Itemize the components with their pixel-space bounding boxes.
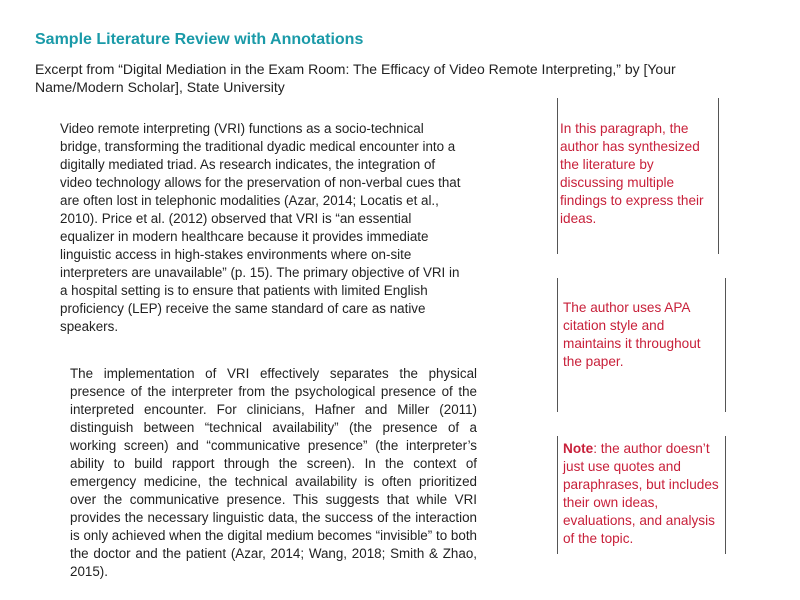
annotation-1-left-rule	[557, 98, 558, 254]
annotation-2-left-rule	[557, 278, 558, 412]
page-title: Sample Literature Review with Annotations	[35, 31, 364, 48]
annotation-3-text: : the author doesn’t just use quotes and paraphrases, but includes their own ideas, evaluations, and analysis of the topic.	[563, 441, 719, 546]
annotation-3-note-label: Note	[563, 441, 594, 456]
annotation-3-right-rule	[725, 436, 726, 554]
annotation-3	[563, 440, 723, 548]
annotation-2-right-rule	[725, 278, 726, 412]
excerpt-citation: Excerpt from “Digital Mediation in the Exam Room: The Efficacy of Video Remote Interpreting,” by [Your Name/Modern Scholar], State University	[35, 61, 676, 95]
annotation-2: The author uses APA citation style and maintains it throughout the paper.	[563, 300, 701, 369]
body-paragraph-2: The implementation of VRI effectively separates the physical presence of the interpreter from the psychological presence of the interpreted encounter. For clinicians, Hafner and Miller (2011) distinguish between “technical availability” (the presence of a working screen) and “communicative presence” (the interpreter’s ability to build rapport through the screen). In the context of emergency medicine, the technical availability is often prioritized over the communicative presence. This suggests that while VRI provides the necessary linguistic data, the success of the interaction is only achieved when the digital medium becomes “invisible” to both the doctor and the patient (Azar, 2014; Wang, 2018; Smith & Zhao, 2015).	[70, 366, 477, 579]
annotation-3-left-rule	[557, 436, 558, 554]
annotation-1: In this paragraph, the author has synthesized the literature by discussing multiple findings to express their ideas.	[560, 121, 704, 226]
body-paragraph-1: Video remote interpreting (VRI) functions as a socio-technical bridge, transforming the traditional dyadic medical encounter into a digitally mediated triad. As research indicates, the integration of video technology allows for the preservation of non-verbal cues that are often lost in telephonic modalities (Azar, 2014; Locatis et al., 2010). Price et al. (2012) observed that VRI is “an essential equalizer in modern healthcare because it provides immediate linguistic access in high-stakes environments where on-site interpreters are unavailable” (p. 15). The primary objective of VRI in a hospital setting is to ensure that patients with limited English proficiency (LEP) receive the same standard of care as native speakers.	[60, 121, 461, 334]
